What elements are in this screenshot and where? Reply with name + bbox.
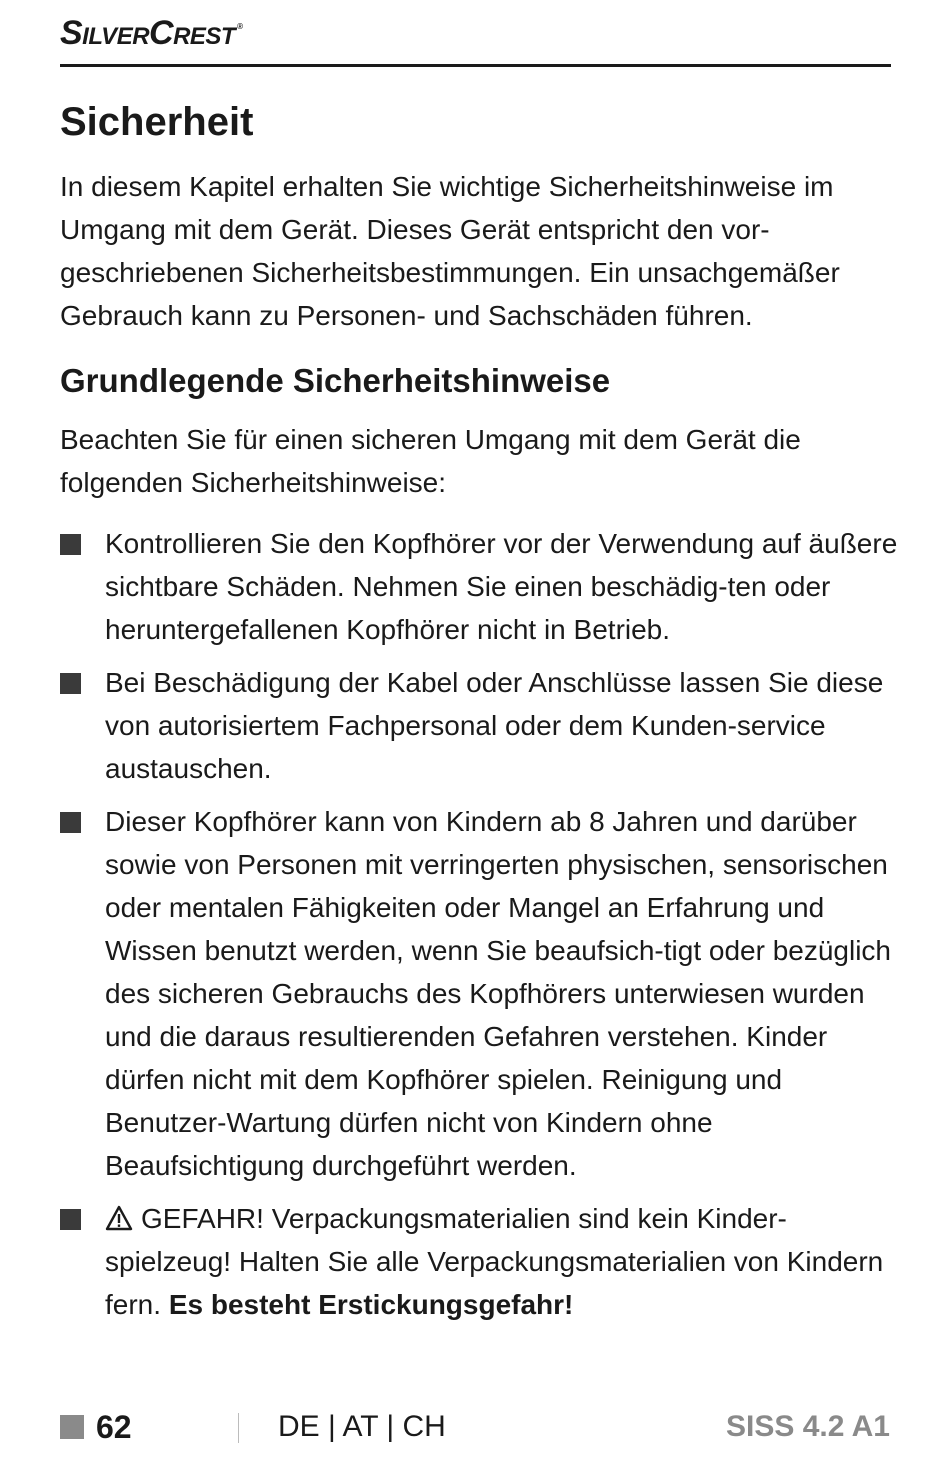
bullet-square-icon [60, 673, 81, 694]
safety-list [60, 522, 900, 1336]
bullet-square-icon [60, 534, 81, 555]
list-item [60, 661, 900, 790]
registered-mark: ® [237, 22, 243, 31]
page-footer [60, 1405, 890, 1449]
page-number: 62 [96, 1409, 132, 1445]
list-item-text: GEFAHR! Verpackungsmaterialien sind kein Kinder-spielzeug! Halten Sie alle Verpackungsmaterialien von Kindern fern. [105, 1203, 884, 1320]
list-item-text: Dieser Kopfhörer kann von Kindern ab 8 Jahren und darüber sowie von Personen mit verringerten physischen, sensorischen oder mentalen Fähigkeiten oder Mangel an Erfahrung und Wissen benutzt werden, wenn Sie beaufsich-tigt oder bezüglich des sicheren Gebrauchs des Kopfhörers unterwiesen wurden und die daraus resultierenden Gefahren verstehen. Kinder dürfen nicht mit dem Kopfhörer spielen. Reinigung und Benutzer-Wartung dürfen nicht von Kindern ohne Beaufsichtigung durchgeführt werden. [105, 806, 891, 1181]
list-item [60, 522, 900, 651]
danger-emphasis: Es besteht Erstickungsgefahr! [168, 1289, 574, 1320]
model-number: SISS 4.2 A1 [726, 1410, 890, 1443]
page-title: Sicherheit [60, 100, 254, 144]
list-item [60, 800, 900, 1187]
footer-square-icon [60, 1415, 84, 1439]
warning-triangle-icon [105, 1205, 133, 1231]
list-item [60, 1197, 900, 1326]
logo-text: SilverCrest [60, 14, 236, 52]
country-codes: DE | AT | CH [278, 1410, 446, 1443]
list-item-text: Bei Beschädigung der Kabel oder Anschlüsse lassen Sie diese von autorisiertem Fachpersonal oder dem Kunden-service austauschen. [105, 667, 884, 784]
header-rule [60, 64, 891, 67]
list-item-text: Kontrollieren Sie den Kopfhörer vor der Verwendung auf äußere sichtbare Schäden. Nehmen Sie einen beschädig-ten oder heruntergefallenen Kopfhörer nicht in Betrieb. [105, 528, 898, 645]
bullet-square-icon [60, 812, 81, 833]
lead-paragraph: Beachten Sie für einen sicheren Umgang mit dem Gerät die folgenden Sicherheitshinweise: [60, 424, 801, 498]
intro-paragraph: In diesem Kapitel erhalten Sie wichtige Sicherheitshinweise im Umgang mit dem Gerät. Dieses Gerät entspricht den vor-geschriebenen Sicherheitsbestimmungen. Ein unsachgemäßer Gebrauch kann zu Personen- und Sachschäden führen. [60, 171, 840, 331]
brand-logo [60, 14, 243, 53]
bullet-square-icon [60, 1209, 81, 1230]
section-heading: Grundlegende Sicherheitshinweise [60, 362, 611, 399]
footer-divider [238, 1413, 239, 1443]
